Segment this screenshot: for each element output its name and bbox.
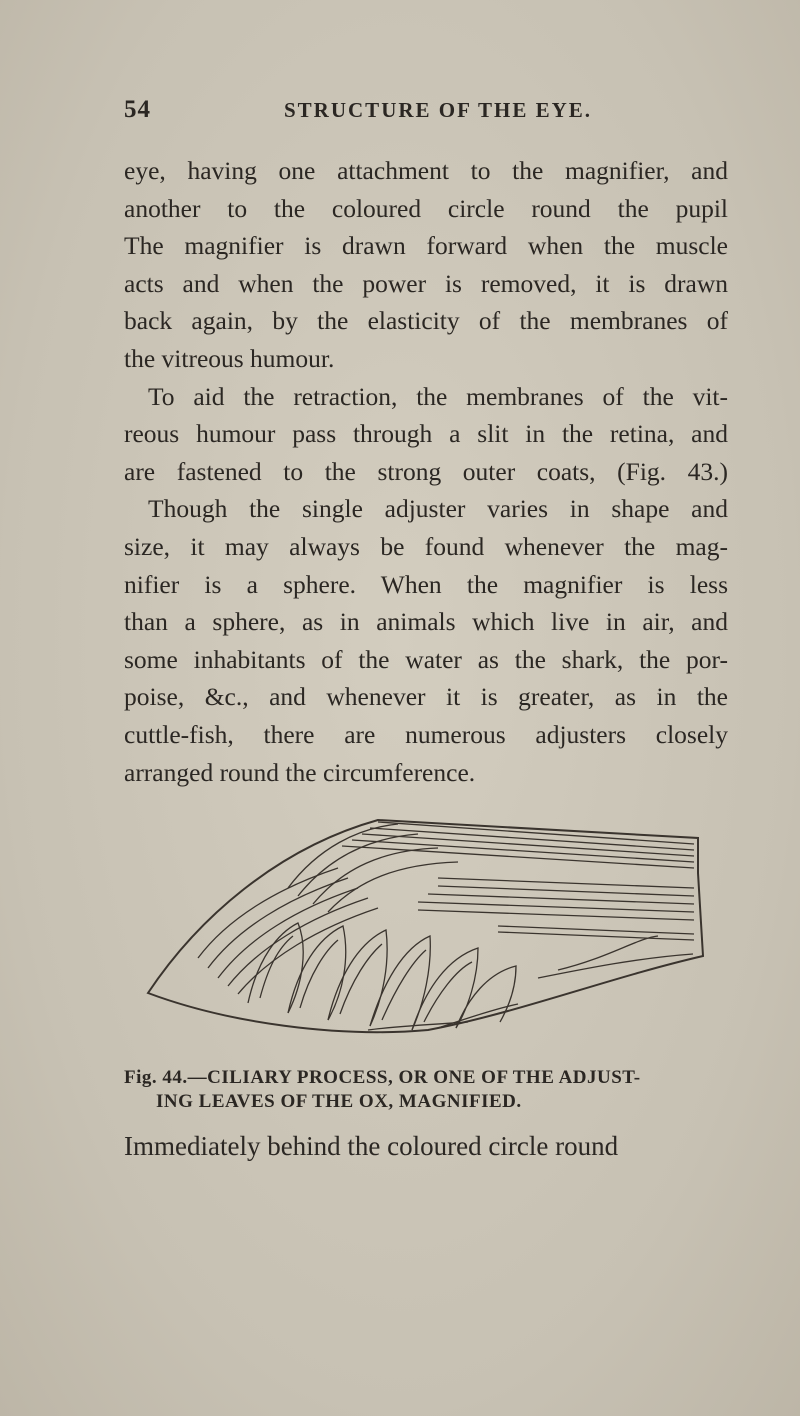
text-line: back again, by the elasticity of the membranes of <box>124 306 728 336</box>
text-line: Though the single adjuster varies in shape and <box>148 494 728 524</box>
caption-line: ING LEAVES OF THE OX, MAGNIFIED. <box>156 1091 522 1112</box>
text-line: some inhabitants of the water as the shark, the por- <box>124 644 728 674</box>
page-header <box>124 96 724 136</box>
running-head: STRUCTURE OF THE EYE. <box>284 98 593 122</box>
text-line: To aid the retraction, the membranes of the vit- <box>148 381 728 411</box>
continuation-text: Immediately behind the coloured circle round <box>124 1131 619 1161</box>
body-text <box>124 152 728 791</box>
text-line: arranged round the circumference. <box>124 757 476 787</box>
text-line: than a sphere, as in animals which live in air, and <box>124 607 728 637</box>
text-line: the vitreous humour. <box>124 343 335 373</box>
figure-caption <box>124 1066 744 1114</box>
text-line: acts and when the power is removed, it is drawn <box>124 268 728 298</box>
text-line: The magnifier is drawn forward when the muscle <box>124 231 728 261</box>
text-line: cuttle-fish, there are numerous adjusters closely <box>124 719 728 749</box>
text-line: nifier is a sphere. When the magnifier is less <box>124 569 728 599</box>
text-line: eye, having one attachment to the magnifier, and <box>124 156 728 185</box>
text-line: poise, &c., and whenever it is greater, as in the <box>124 682 728 712</box>
text-line: size, it may always be found whenever the mag- <box>124 531 728 561</box>
text-line: are fastened to the strong outer coats, (Fig. 43.) <box>124 456 728 486</box>
ciliary-process-illustration <box>138 808 708 1048</box>
page-number: 54 <box>124 96 151 123</box>
engraving-svg <box>138 808 708 1048</box>
text-line: another to the coloured circle round the pupil <box>124 193 728 223</box>
text-line: reous humour pass through a slit in the retina, and <box>124 419 728 449</box>
caption-line: Fig. 44.—CILIARY PROCESS, OR ONE OF THE ADJUST- <box>124 1067 641 1088</box>
